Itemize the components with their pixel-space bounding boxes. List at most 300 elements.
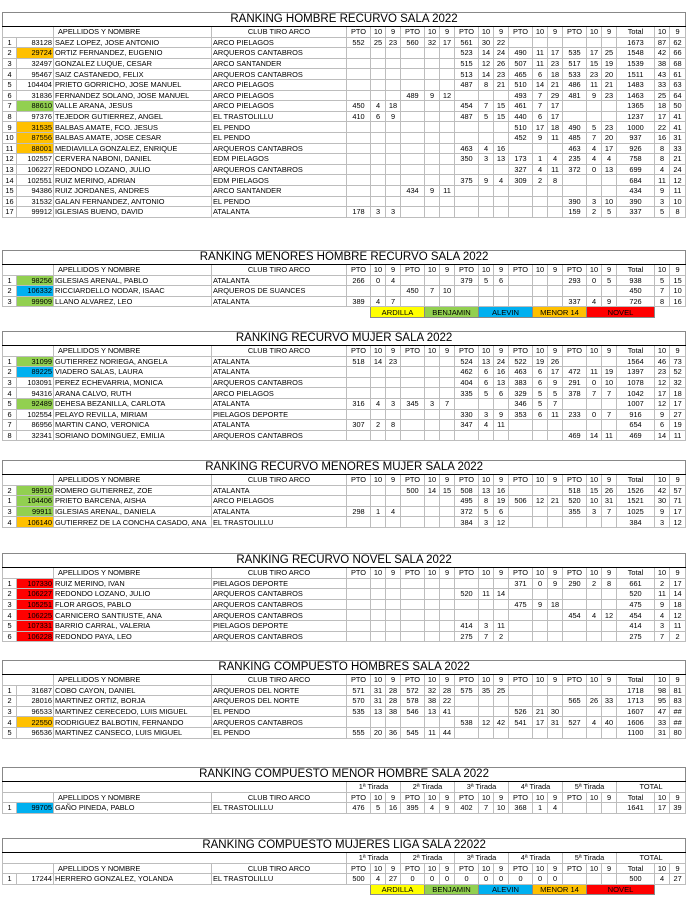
table-row: [3, 111, 686, 122]
score-cell: [587, 175, 602, 186]
score-cell: [602, 420, 617, 431]
archer-name: SAIZ CASTANEDO, FELIX: [54, 69, 212, 80]
column-header: 10: [479, 265, 494, 276]
score-cell: 560: [401, 37, 425, 48]
score-cell: 9: [386, 111, 401, 122]
club-name: ARQUEROS DE SUANCES: [212, 286, 347, 297]
score-cell: [494, 122, 509, 133]
score-cell: [455, 398, 479, 409]
score-cell: [533, 430, 548, 441]
score-cell: 26: [602, 485, 617, 496]
score-cell: [347, 69, 371, 80]
score-cell: [548, 685, 563, 696]
score-cell: 41: [440, 706, 455, 717]
rank-position: 7: [3, 101, 17, 112]
archer-name: PRIETO GORRICHO, JOSE MANUEL: [54, 79, 212, 90]
score-cell: 13: [371, 706, 386, 717]
score-cell: 12: [533, 496, 548, 507]
score-cell: 472: [563, 367, 587, 378]
score-cell: [347, 175, 371, 186]
score-cell: 6: [494, 388, 509, 399]
score-cell: 61: [670, 69, 686, 80]
score-cell: [455, 196, 479, 207]
club-name: ARQUEROS CANTABROS: [212, 377, 347, 388]
column-header: 10: [655, 568, 670, 579]
score-cell: [347, 717, 371, 728]
column-header: 9: [494, 346, 509, 357]
table-row: [3, 388, 686, 399]
score-cell: 0: [509, 874, 533, 885]
score-cell: [563, 685, 587, 696]
score-cell: [533, 420, 548, 431]
score-cell: [587, 706, 602, 717]
score-cell: 30: [655, 496, 670, 507]
score-cell: 571: [347, 685, 371, 696]
score-cell: [533, 196, 548, 207]
archer-name: RODRIGUEZ BALBOTIN, FERNANDO: [54, 717, 212, 728]
archer-name: PELAYO REVILLA, MIRIAM: [54, 409, 212, 420]
score-cell: [440, 154, 455, 165]
score-cell: [440, 111, 455, 122]
score-cell: [602, 599, 617, 610]
score-cell: 23: [386, 37, 401, 48]
column-header: 9: [670, 265, 686, 276]
club-name: ARQUEROS CANTABROS: [212, 164, 347, 175]
score-cell: [425, 420, 440, 431]
rank-position: 7: [3, 420, 17, 431]
score-cell: 31: [670, 132, 686, 143]
score-cell: [347, 485, 371, 496]
score-cell: 7: [479, 631, 494, 642]
rank-position: 5: [3, 398, 17, 409]
score-cell: 7: [655, 286, 670, 297]
score-cell: [479, 696, 494, 707]
score-cell: [425, 356, 440, 367]
score-cell: 21: [548, 496, 563, 507]
score-cell: [440, 58, 455, 69]
score-cell: 32: [425, 685, 440, 696]
section-title: RANKING HOMBRE RECURVO SALA 2022: [3, 13, 686, 27]
score-cell: 9: [440, 803, 455, 814]
score-cell: [440, 620, 455, 631]
score-cell: 6: [655, 420, 670, 431]
archer-name: LLANO ALVAREZ, LEO: [54, 296, 212, 307]
score-cell: [425, 620, 440, 631]
column-header: PTO: [563, 675, 587, 686]
column-header: PTO: [401, 27, 425, 38]
score-cell: 337: [563, 296, 587, 307]
score-cell: 335: [455, 388, 479, 399]
score-cell: [563, 356, 587, 367]
score-cell: 9: [548, 377, 563, 388]
score-cell: 520: [455, 589, 479, 600]
score-cell: 12: [479, 58, 494, 69]
score-cell: 11: [548, 132, 563, 143]
score-cell: 11: [494, 420, 509, 431]
score-cell: 42: [655, 48, 670, 59]
column-header: PTO: [455, 863, 479, 874]
column-header: PTO: [455, 475, 479, 486]
score-cell: [386, 122, 401, 133]
score-cell: 33: [655, 79, 670, 90]
score-cell: [440, 207, 455, 218]
rank-position: 12: [3, 154, 17, 165]
score-cell: [347, 620, 371, 631]
score-cell: [533, 506, 548, 517]
score-cell: [425, 154, 440, 165]
score-cell: [425, 409, 440, 420]
score-cell: 11: [670, 620, 686, 631]
tirada-header: 5ª Tirada: [563, 782, 617, 793]
score-cell: [509, 37, 533, 48]
score-cell: 20: [602, 69, 617, 80]
score-cell: 19: [533, 356, 548, 367]
column-header: 9: [494, 675, 509, 686]
license-number: 106332: [17, 286, 54, 297]
club-name: ARCO SANTANDER: [212, 185, 347, 196]
score-cell: 1526: [617, 485, 655, 496]
column-header: 9: [440, 792, 455, 803]
score-cell: 293: [563, 275, 587, 286]
club-name: PIELAGOS DEPORTE: [212, 409, 347, 420]
score-cell: 404: [455, 377, 479, 388]
score-cell: 347: [455, 420, 479, 431]
rank-position: 4: [3, 717, 17, 728]
table-row: [3, 37, 686, 48]
score-cell: [401, 101, 425, 112]
score-cell: [509, 696, 533, 707]
score-cell: 25: [602, 48, 617, 59]
score-cell: [440, 589, 455, 600]
score-cell: 565: [563, 696, 587, 707]
score-cell: 33: [670, 143, 686, 154]
column-header: 9: [494, 792, 509, 803]
table-row: [3, 631, 686, 642]
rank-position: 1: [3, 578, 17, 589]
column-header: PTO: [563, 265, 587, 276]
club-name: ARCO PIELAGOS: [212, 37, 347, 48]
rank-position: 4: [3, 388, 17, 399]
score-cell: [587, 37, 602, 48]
score-cell: 22: [655, 122, 670, 133]
score-cell: 507: [509, 58, 533, 69]
club-name: EL TRASTOLILLU: [212, 803, 347, 814]
score-cell: 12: [670, 517, 686, 528]
table-row: [3, 696, 686, 707]
score-cell: 1718: [617, 685, 655, 696]
score-cell: 16: [494, 485, 509, 496]
score-cell: 552: [347, 37, 371, 48]
score-cell: 307: [347, 420, 371, 431]
score-cell: [386, 69, 401, 80]
score-cell: [533, 631, 548, 642]
license-number: 96533: [17, 706, 54, 717]
score-cell: [587, 517, 602, 528]
score-cell: 462: [455, 367, 479, 378]
score-cell: 38: [655, 58, 670, 69]
score-cell: 3: [371, 207, 386, 218]
license-number: 94316: [17, 388, 54, 399]
column-header: 10: [425, 27, 440, 38]
club-name: PIELAGOS DEPORTE: [212, 578, 347, 589]
archer-name: REDONDO LOZANO, JULIO: [54, 164, 212, 175]
score-cell: 463: [563, 143, 587, 154]
score-cell: 1641: [617, 803, 655, 814]
score-cell: 7: [425, 286, 440, 297]
table-row: [3, 207, 686, 218]
score-cell: 555: [347, 727, 371, 738]
archer-name: PRIETO BARCENA, AISHA: [54, 496, 212, 507]
rank-position: 4: [3, 69, 17, 80]
rank-position: 1: [3, 685, 17, 696]
score-cell: 538: [455, 717, 479, 728]
score-cell: [425, 589, 440, 600]
table-row: [3, 496, 686, 507]
score-cell: 684: [617, 175, 655, 186]
score-cell: [548, 430, 563, 441]
column-header: 10: [425, 475, 440, 486]
section-title: RANKING RECURVO MUJER SALA 2022: [3, 332, 686, 346]
license-number: 92489: [17, 398, 54, 409]
header-blank: [3, 27, 54, 38]
table-row: [3, 90, 686, 101]
score-cell: [347, 286, 371, 297]
score-cell: 23: [494, 69, 509, 80]
score-cell: 7: [587, 388, 602, 399]
score-cell: [347, 517, 371, 528]
column-header: PTO: [509, 265, 533, 276]
column-header: 10: [655, 792, 670, 803]
score-cell: [371, 377, 386, 388]
score-cell: 18: [548, 122, 563, 133]
score-cell: [425, 275, 440, 286]
license-number: 88001: [17, 143, 54, 154]
score-cell: 8: [548, 175, 563, 186]
score-cell: 7: [533, 101, 548, 112]
score-cell: [386, 185, 401, 196]
column-header: 9: [386, 27, 401, 38]
column-header: 9: [386, 863, 401, 874]
score-cell: [386, 430, 401, 441]
score-cell: [425, 122, 440, 133]
score-cell: [371, 517, 386, 528]
score-cell: [548, 610, 563, 621]
score-cell: 28: [386, 696, 401, 707]
score-cell: 12: [655, 377, 670, 388]
column-header: PTO: [455, 568, 479, 579]
column-header: 9: [386, 475, 401, 486]
score-cell: [455, 207, 479, 218]
column-header: 10: [587, 568, 602, 579]
score-cell: 375: [455, 175, 479, 186]
score-cell: 4: [386, 275, 401, 286]
score-cell: [347, 79, 371, 90]
column-header: PTO: [347, 863, 371, 874]
score-cell: [533, 685, 548, 696]
score-cell: 12: [494, 517, 509, 528]
table-row: [3, 430, 686, 441]
score-cell: [563, 286, 587, 297]
score-cell: 9: [587, 90, 602, 101]
score-cell: [587, 356, 602, 367]
score-cell: 1: [371, 506, 386, 517]
column-header: 10: [533, 792, 548, 803]
score-cell: 9: [655, 599, 670, 610]
column-header: PTO: [563, 863, 587, 874]
license-number: 31532: [17, 196, 54, 207]
score-cell: 699: [617, 164, 655, 175]
club-name: ARQUEROS CANTABROS: [212, 48, 347, 59]
score-cell: 25: [494, 685, 509, 696]
tirada-header: 3ª Tirada: [455, 853, 509, 864]
table-row: [3, 485, 686, 496]
score-cell: [587, 631, 602, 642]
score-cell: [425, 631, 440, 642]
score-cell: [509, 430, 533, 441]
club-name: ATALANTA: [212, 296, 347, 307]
score-cell: 1000: [617, 122, 655, 133]
column-header: PTO: [455, 675, 479, 686]
archer-name: VALLE ARANA, JESUS: [54, 101, 212, 112]
score-cell: [371, 496, 386, 507]
score-cell: 4: [548, 154, 563, 165]
score-cell: [401, 196, 425, 207]
score-cell: 17: [548, 101, 563, 112]
club-name: ATALANTA: [212, 356, 347, 367]
score-cell: 12: [479, 717, 494, 728]
score-cell: [455, 430, 479, 441]
score-cell: 18: [670, 599, 686, 610]
score-cell: [347, 185, 371, 196]
score-cell: 1564: [617, 356, 655, 367]
score-cell: [602, 685, 617, 696]
legend-spacer: [3, 307, 371, 318]
score-cell: [386, 58, 401, 69]
score-cell: [440, 275, 455, 286]
score-cell: 513: [455, 69, 479, 80]
tirada-header: TOTAL: [617, 853, 686, 864]
license-number: 22550: [17, 717, 54, 728]
column-header: 9: [440, 863, 455, 874]
score-cell: [548, 517, 563, 528]
score-cell: [455, 185, 479, 196]
column-header: PTO: [455, 27, 479, 38]
score-cell: [602, 185, 617, 196]
score-cell: 0: [587, 275, 602, 286]
archer-name: PEREZ ECHEVARRIA, MONICA: [54, 377, 212, 388]
score-cell: 4: [371, 874, 386, 885]
score-cell: 500: [617, 874, 655, 885]
score-cell: 21: [670, 154, 686, 165]
club-name: EDM PIELAGOS: [212, 175, 347, 186]
score-cell: 9: [655, 506, 670, 517]
score-cell: 508: [455, 485, 479, 496]
score-cell: [401, 143, 425, 154]
score-cell: 490: [509, 48, 533, 59]
score-cell: 5: [479, 506, 494, 517]
column-header: 9: [548, 27, 563, 38]
score-cell: 98: [655, 685, 670, 696]
score-cell: [440, 578, 455, 589]
score-cell: 9: [425, 185, 440, 196]
table-row: [3, 377, 686, 388]
score-cell: 10: [494, 803, 509, 814]
club-name: ARCO PIELAGOS: [212, 388, 347, 399]
score-cell: [371, 132, 386, 143]
club-name: ARCO SANTANDER: [212, 58, 347, 69]
table-row: [3, 196, 686, 207]
score-cell: 11: [440, 185, 455, 196]
score-cell: [347, 367, 371, 378]
table-row: [3, 69, 686, 80]
column-header: PTO: [401, 346, 425, 357]
score-cell: [440, 132, 455, 143]
score-cell: 383: [509, 377, 533, 388]
header-blank: [3, 568, 54, 579]
score-cell: [386, 48, 401, 59]
rank-position: 3: [3, 706, 17, 717]
score-cell: [425, 506, 440, 517]
score-cell: [371, 631, 386, 642]
score-cell: [347, 143, 371, 154]
score-cell: 1463: [617, 90, 655, 101]
score-cell: [494, 132, 509, 143]
score-cell: 17: [670, 398, 686, 409]
score-cell: [371, 79, 386, 90]
score-cell: 1521: [617, 496, 655, 507]
score-cell: [386, 631, 401, 642]
score-cell: [602, 356, 617, 367]
score-cell: 62: [670, 37, 686, 48]
column-header: Total: [617, 346, 655, 357]
rank-position: 14: [3, 175, 17, 186]
score-cell: [587, 727, 602, 738]
score-cell: 3: [479, 409, 494, 420]
score-cell: 3: [479, 620, 494, 631]
column-header: 10: [655, 475, 670, 486]
score-cell: [548, 207, 563, 218]
column-header: 10: [425, 568, 440, 579]
score-cell: 1: [533, 154, 548, 165]
score-cell: 454: [617, 610, 655, 621]
score-cell: [479, 196, 494, 207]
column-header: 9: [670, 346, 686, 357]
table-row: [3, 101, 686, 112]
score-cell: [347, 599, 371, 610]
rank-position: 3: [3, 506, 17, 517]
score-cell: [533, 620, 548, 631]
score-cell: 379: [455, 275, 479, 286]
archer-name: RUIZ MERINO, ADRIAN: [54, 175, 212, 186]
score-cell: 14: [479, 48, 494, 59]
table-row: [3, 398, 686, 409]
tirada-header: 4ª Tirada: [509, 853, 563, 864]
score-cell: [371, 90, 386, 101]
archer-name: FERNANDEZ SOLANO, JOSE MANUEL: [54, 90, 212, 101]
score-cell: 546: [401, 706, 425, 717]
column-header: 9: [548, 265, 563, 276]
score-cell: [425, 377, 440, 388]
archer-name: CERVERA NABONI, DANIEL: [54, 154, 212, 165]
column-header: 9: [670, 27, 686, 38]
score-cell: [587, 398, 602, 409]
score-cell: 16: [494, 367, 509, 378]
rank-position: 16: [3, 196, 17, 207]
score-cell: 402: [455, 803, 479, 814]
club-name: EL PENDO: [212, 706, 347, 717]
score-cell: [494, 207, 509, 218]
club-name: ARQUEROS CANTABROS: [212, 430, 347, 441]
